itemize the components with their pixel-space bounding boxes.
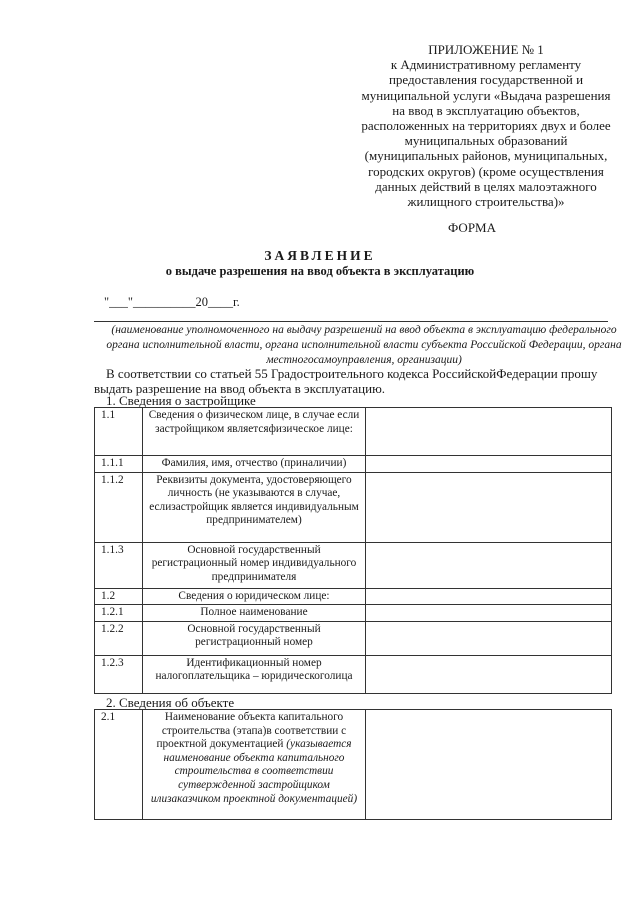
row-number: 1.2.3 [95,655,143,693]
row-number: 1.2.2 [95,621,143,655]
value-cell[interactable] [366,542,612,588]
value-cell[interactable] [366,655,612,693]
row-number: 1.1.1 [95,456,143,473]
document-title: ЗАЯВЛЕНИЕ [264,248,376,263]
row-label: Сведения о юридическом лице: [143,588,366,605]
table-row [95,588,612,605]
date-line: "___"__________20____г. [104,295,240,309]
annex-line: муниципальной услуги «Выдача разрешения [361,87,611,103]
row-number: 1.1 [95,408,143,456]
table-row [95,710,612,820]
row-label: Реквизиты документа, удостоверяющего личность (не указываются в случае, еслизастройщик является индивидуальным предпринимателем) [143,472,366,542]
applicant-table [94,407,612,694]
section-1-heading: 1. Сведения о застройщике [106,393,256,408]
value-cell[interactable] [366,456,612,473]
form-label: ФОРМА [448,220,496,235]
table-row [95,408,612,456]
row-number: 1.1.2 [95,472,143,542]
authority-caption: (наименование уполномоченного на выдачу разрешений на ввод объекта в эксплуатацию федерального органа исполнительной власти, органа исполнительной власти субъекта Российской Федерации, органа местногосамоуправления, организации) [106,324,622,366]
value-cell[interactable] [366,408,612,456]
row-number: 1.2.1 [95,605,143,622]
row-label [143,710,366,820]
annex-line: (муниципальных районов, муниципальных, [364,148,608,164]
section-2-heading: 2. Сведения об объекте [106,695,235,710]
annex-line: к Административному регламенту [390,57,582,73]
row-number: 1.1.3 [95,542,143,588]
annex-line: расположенных на территориях двух и более [361,118,611,134]
request-paragraph: В соответствии со статьей 55 Градостроительного кодекса РоссийскойФедерации прошу выдать разрешение на ввод объекта в эксплуатацию. [94,366,598,396]
table-row [95,542,612,588]
annex-header [346,42,626,209]
annex-line: муниципальных образований [404,133,568,149]
row-number: 2.1 [95,710,143,820]
row-label-text: Наименование объекта капитального строительства (этапа)в соответствии с проектной документацией [156,711,347,751]
row-label: Основной государственный регистрационный номер [143,621,366,655]
table-row [95,472,612,542]
annex-line: предоставления государственной и [388,72,584,88]
document-subtitle: о выдаче разрешения на ввод объекта в эксплуатацию [165,264,475,278]
row-label: Фамилия, имя, отчество (приналичии) [143,456,366,473]
value-cell[interactable] [366,472,612,542]
annex-line: жилищного строительства)» [407,194,565,210]
object-table [94,709,612,820]
row-label: Идентификационный номер налогоплательщика – юридическоголица [143,655,366,693]
table-row [95,655,612,693]
value-cell[interactable] [366,710,612,820]
authority-fill-line [94,321,608,322]
value-cell[interactable] [366,621,612,655]
annex-line: данных действий в целях малоэтажного [375,178,597,194]
row-number: 1.2 [95,588,143,605]
value-cell[interactable] [366,588,612,605]
row-label: Полное наименование [143,605,366,622]
annex-line: на ввод в эксплуатацию объектов, [392,102,580,118]
annex-line: городских округов) (кроме осуществления [368,163,604,179]
table-row [95,621,612,655]
value-cell[interactable] [366,605,612,622]
row-label: Основной государственный регистрационный номер индивидуального предпринимателя [143,542,366,588]
table-row [95,456,612,473]
row-label-note: (указывается наименование объекта капитального строительства в соответствии сутвержденной застройщиком илизаказчиком проектной документацией) [150,738,358,805]
table-row [95,605,612,622]
row-label: Сведения о физическом лице, в случае если застройщиком являетсяфизическое лице: [143,408,366,456]
annex-line: ПРИЛОЖЕНИЕ № 1 [428,42,544,57]
